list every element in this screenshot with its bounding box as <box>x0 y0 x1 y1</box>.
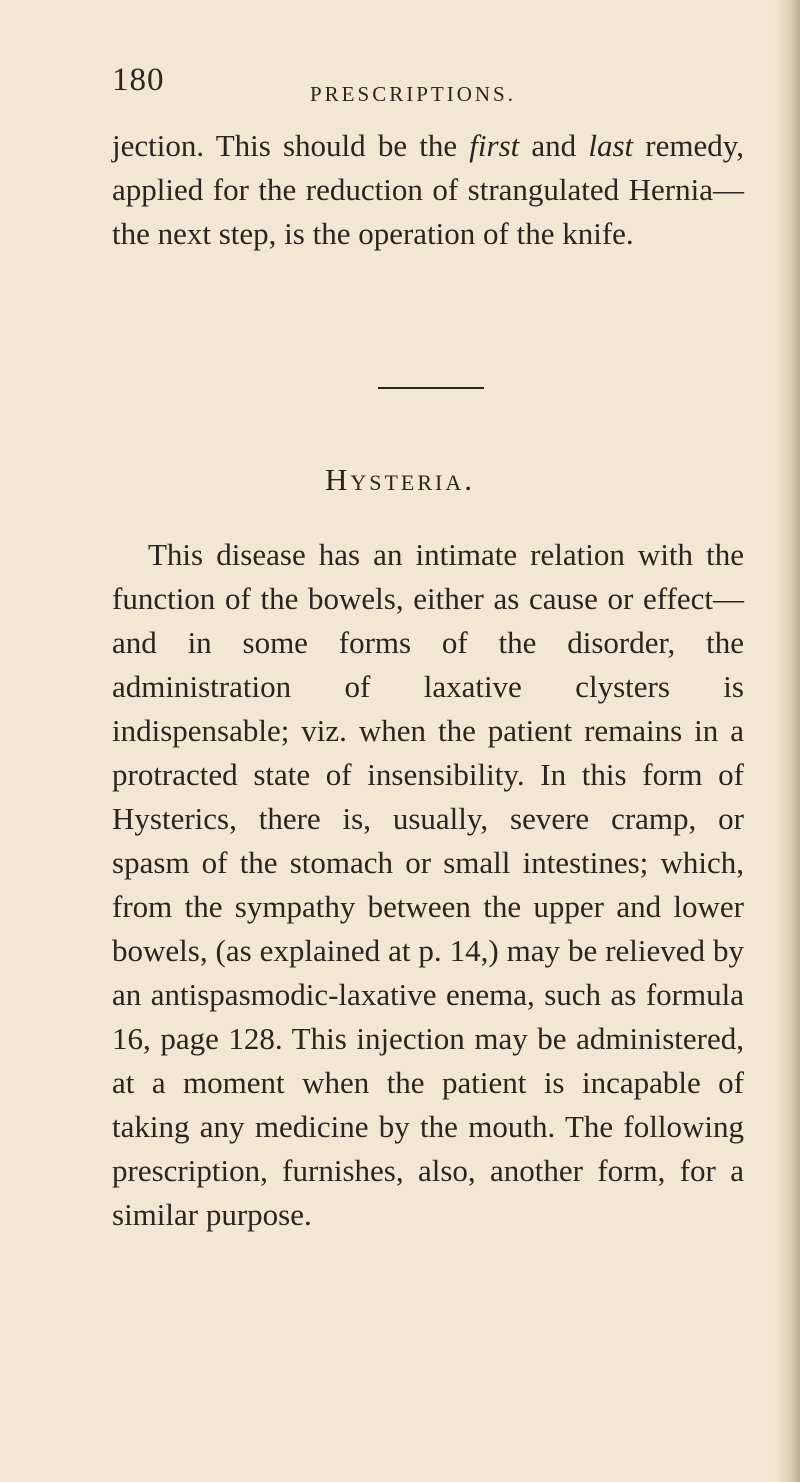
section-divider-rule <box>378 387 484 389</box>
paragraph-text <box>112 124 744 256</box>
text-run: jection. This should be the <box>112 128 470 163</box>
section-heading: Hysteria. <box>324 462 476 497</box>
emphasis-last: last <box>588 128 634 163</box>
page-number: 180 <box>112 62 165 98</box>
paragraph-text: This disease has an intimate relation with the function of the bowels, either as cause or effect—and in some forms of the disorder, the administration of laxative clysters is indispensable; viz. when the patient remains in a protracted state of insensibility. In this form of Hysterics, there is, usually, severe cramp, or spasm of the stomach or small intestines; which, from the sympathy between the upper and lower bowels, (as explained at p. 14,) may be relieved by an antispasmodic-laxative enema, such as formula 16, page 128. This injection may be administered, at a moment when the patient is incapable of taking any medicine by the mouth. The following prescription, furnishes, also, another form, for a similar purpose. <box>112 537 744 1232</box>
paragraph-hysteria <box>112 533 744 1237</box>
emphasis-first: first <box>469 128 520 163</box>
paragraph-hernia-continuation <box>112 124 744 256</box>
text-run: and <box>519 128 589 163</box>
running-head: PRESCRIPTIONS. <box>310 82 516 106</box>
text-run: remedy, applied for the reduction of strangulated Hernia—the next step, is the operation of the knife. <box>112 128 744 251</box>
